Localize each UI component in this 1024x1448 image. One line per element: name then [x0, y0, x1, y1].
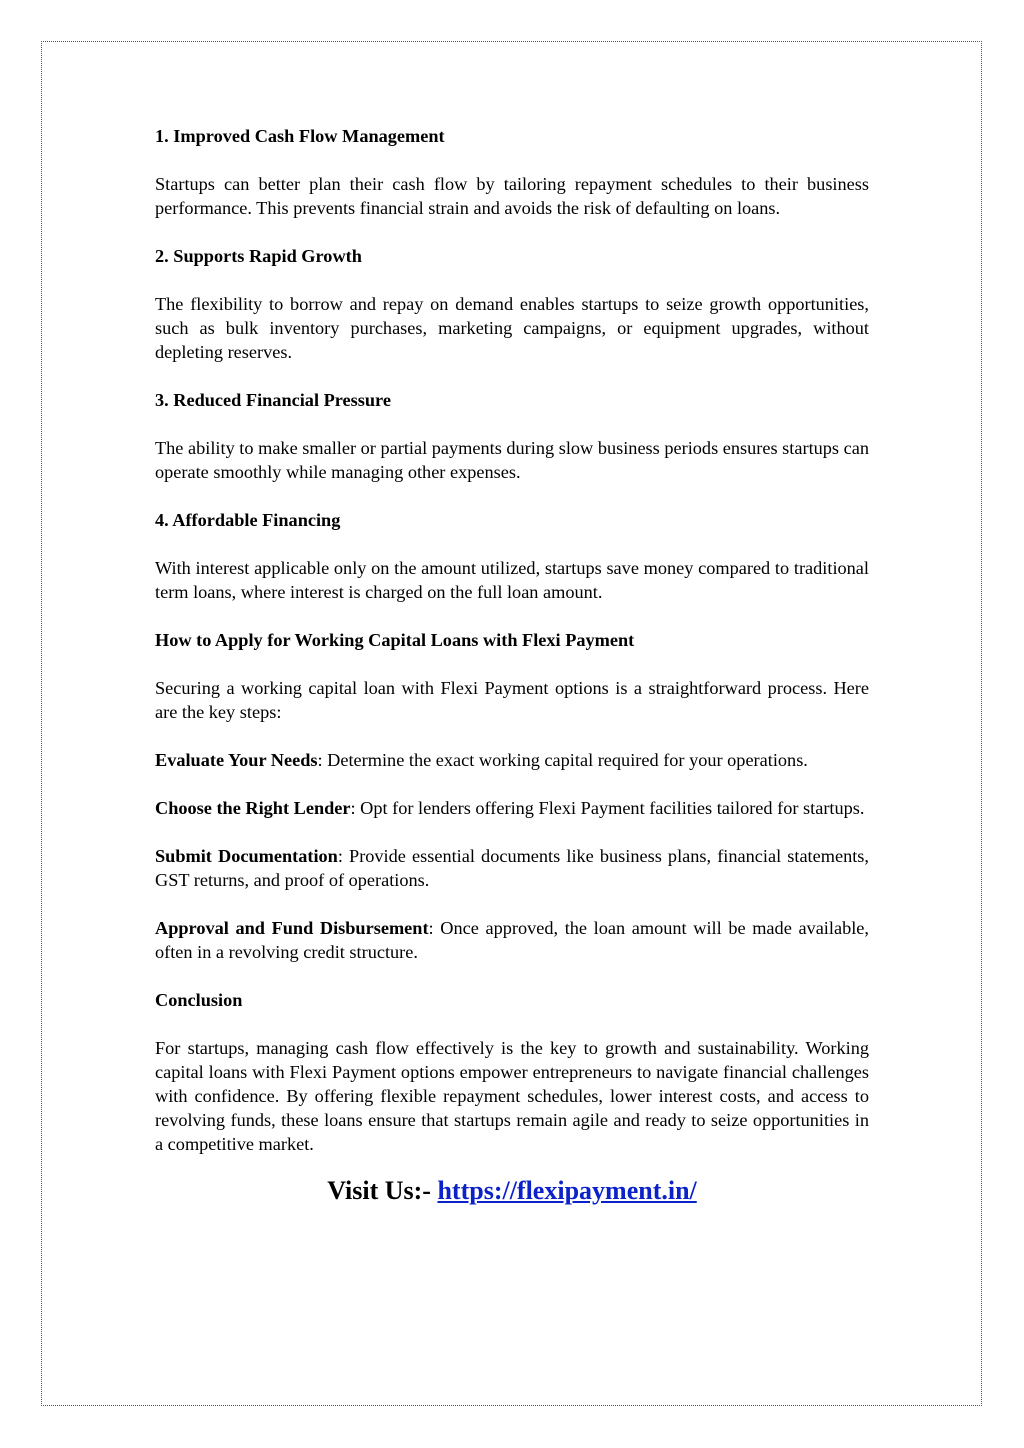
benefit-section-2: [155, 244, 869, 364]
apply-intro: Securing a working capital loan with Flexi Payment options is a straightforward process. Here are the key steps:: [155, 678, 869, 722]
apply-step: [155, 844, 869, 892]
section-paragraph: Startups can better plan their cash flow by tailoring repayment schedules to their business performance. This prevents financial strain and avoids the risk of defaulting on loans.: [155, 174, 869, 218]
benefit-section-4: [155, 508, 869, 604]
section-heading: 4. Affordable Financing: [155, 510, 341, 530]
document-content: [155, 124, 869, 1208]
apply-step: [155, 796, 869, 820]
step-text: : Opt for lenders offering Flexi Payment facilities tailored for startups.: [350, 798, 865, 818]
benefit-section-3: [155, 388, 869, 484]
benefit-section-1: [155, 124, 869, 220]
step-text: : Provide essential documents like business plans, financial statements, GST returns, and proof of operations.: [155, 846, 869, 890]
website-link[interactable]: https://flexipayment.in/: [437, 1176, 697, 1205]
conclusion-heading: Conclusion: [155, 990, 243, 1010]
visit-us-line: [155, 1174, 869, 1208]
step-term: Choose the Right Lender: [155, 798, 351, 818]
step-text: : Once approved, the loan amount will be made available, often in a revolving credit structure.: [155, 918, 869, 962]
apply-heading: How to Apply for Working Capital Loans with Flexi Payment: [155, 630, 635, 650]
conclusion-paragraph: For startups, managing cash flow effectively is the key to growth and sustainability. Working capital loans with Flexi Payment options empower entrepreneurs to navigate financial challenges with confidence. By offering flexible repayment schedules, lower interest costs, and access to revolving funds, these loans ensure that startups remain agile and ready to seize opportunities in a competitive market.: [155, 1038, 869, 1154]
section-heading: 3. Reduced Financial Pressure: [155, 390, 391, 410]
section-heading: 2. Supports Rapid Growth: [155, 246, 362, 266]
apply-step: [155, 916, 869, 964]
step-term: Evaluate Your Needs: [155, 750, 318, 770]
step-term: Approval and Fund Disbursement: [155, 918, 429, 938]
section-heading: 1. Improved Cash Flow Management: [155, 126, 445, 146]
section-paragraph: The ability to make smaller or partial payments during slow business periods ensures startups can operate smoothly while managing other expenses.: [155, 438, 869, 482]
section-paragraph: With interest applicable only on the amount utilized, startups save money compared to traditional term loans, where interest is charged on the full loan amount.: [155, 558, 869, 602]
apply-step: [155, 748, 869, 772]
conclusion-section: [155, 988, 869, 1156]
visit-label: Visit Us:-: [327, 1176, 438, 1205]
step-term: Submit Documentation: [155, 846, 338, 866]
step-text: : Determine the exact working capital required for your operations.: [317, 750, 808, 770]
apply-section: [155, 628, 869, 964]
section-paragraph: The flexibility to borrow and repay on demand enables startups to seize growth opportunities, such as bulk inventory purchases, marketing campaigns, or equipment upgrades, without depleting reserves.: [155, 294, 869, 362]
